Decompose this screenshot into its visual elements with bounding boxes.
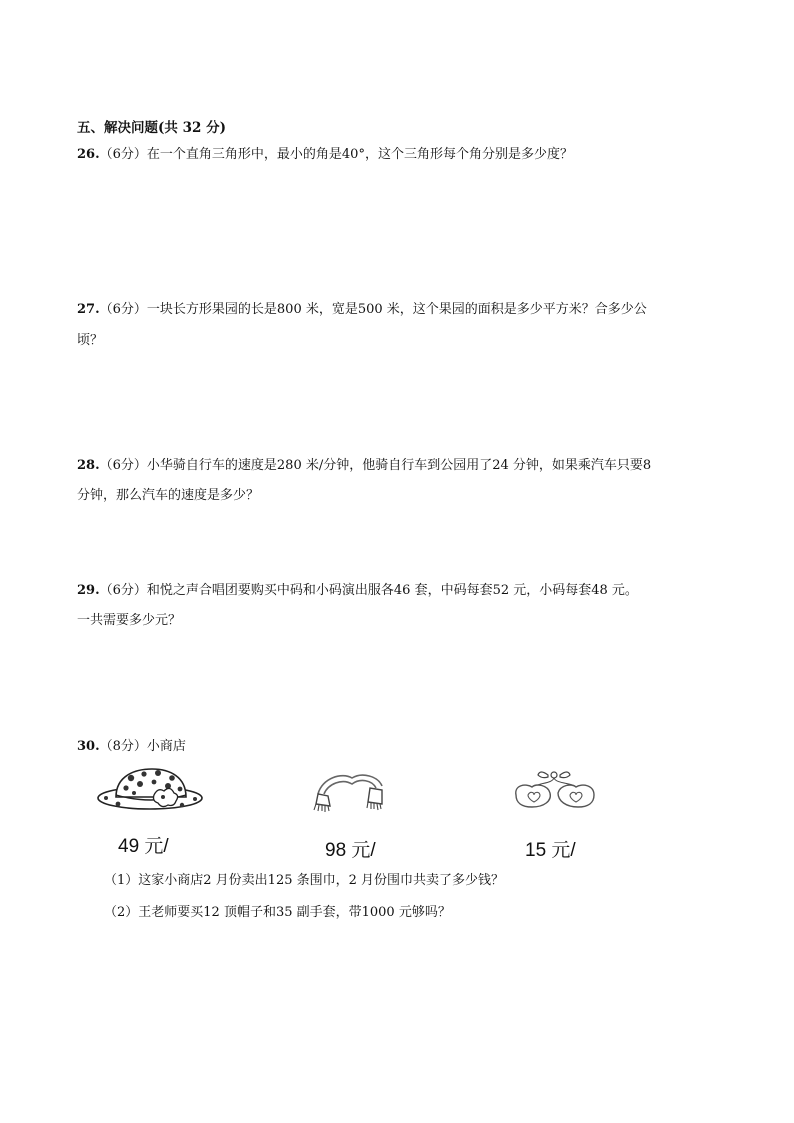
hat-price: 49 元/ <box>118 836 169 857</box>
question-28 <box>77 457 651 475</box>
question-text: （6分）小华骑自行车的速度是280 米/分钟，他骑自行车到公园用了24 分钟，如果乘汽车只要8 <box>99 458 652 473</box>
subquestion-1: （1）这家小商店2 月份卖出125 条围巾，2 月份围巾共卖了多少钱？ <box>104 873 505 888</box>
question-number: 27. <box>77 302 100 317</box>
question-29-continued: 一共需要多少元？ <box>77 613 182 628</box>
question-27-continued: 顷？ <box>77 333 104 348</box>
hat-icon <box>96 765 206 817</box>
subquestion-2: （2）王老师要买12 顶帽子和35 副手套，带1000 元够吗？ <box>104 905 451 920</box>
question-text: （6分）在一个直角三角形中，最小的角是40°，这个三角形每个角分别是多少度？ <box>99 147 573 162</box>
scarf-icon <box>308 768 388 820</box>
question-number: 29. <box>77 583 100 598</box>
question-29 <box>77 582 638 600</box>
gloves-price: 15 元/ <box>525 840 576 861</box>
question-28-continued: 分钟，那么汽车的速度是多少？ <box>77 488 260 503</box>
question-text: （6分）一块长方形果园的长是800 米，宽是500 米，这个果园的面积是多少平方米？合多少公 <box>99 302 647 317</box>
question-27 <box>77 301 647 319</box>
gloves-icon <box>508 765 604 817</box>
section-title: 五、解决问题(共 32 分) <box>77 120 226 136</box>
question-26 <box>77 146 573 164</box>
question-number: 30. <box>77 739 100 754</box>
question-30 <box>77 738 186 756</box>
question-number: 28. <box>77 458 100 473</box>
question-number: 26. <box>77 147 100 162</box>
scarf-price: 98 元/ <box>325 840 376 861</box>
question-text: （8分）小商店 <box>99 739 186 754</box>
question-text: （6分）和悦之声合唱团要购买中码和小码演出服各46 套，中码每套52 元，小码每套48 元。 <box>99 583 638 598</box>
